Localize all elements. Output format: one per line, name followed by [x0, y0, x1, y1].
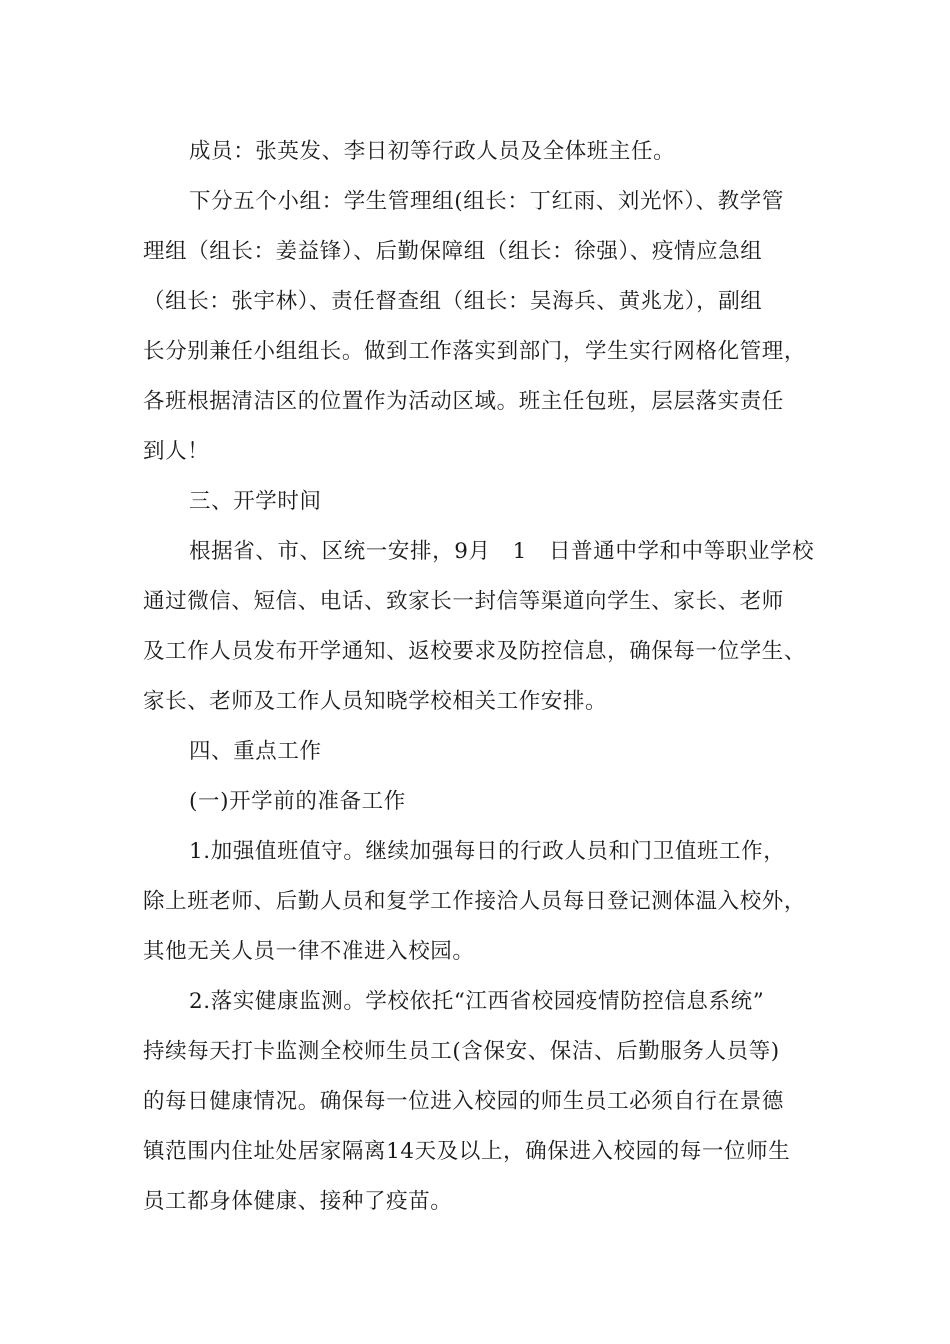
- text-line: 家长、老师及工作人员知晓学校相关工作安排。: [143, 689, 608, 714]
- text-line: 员工都身体健康、接种了疫苗。: [143, 1189, 453, 1214]
- heading-text: 四、重点工作: [189, 739, 322, 764]
- heading-text: (一)开学前的准备工作: [189, 789, 406, 814]
- text-line: （组长：张宇林）、责任督查组（组长：吴海兵、黄兆龙），副组: [143, 289, 763, 314]
- text-line: 各班根据清洁区的位置作为活动区域。班主任包班，层层落实责任: [143, 389, 784, 414]
- text-line: 根据省、市、区统一安排，9月 1 日普通中学和中等职业学校: [189, 539, 815, 564]
- text-line: 到人！: [143, 439, 210, 464]
- text-line: 长分别兼任小组组长。做到工作落实到部门，学生实行网格化管理，: [143, 339, 807, 364]
- section-heading-4: [143, 727, 823, 777]
- paragraph-item-2: [143, 977, 823, 1227]
- text-line: 2.落实健康监测。学校依托“江西省校园疫情防控信息系统”: [189, 989, 765, 1014]
- heading-text: 三、开学时间: [189, 489, 322, 514]
- paragraph-members: [143, 127, 823, 177]
- text-line: 及工作人员发布开学通知、返校要求及防控信息，确保每一位学生、: [143, 639, 807, 664]
- text-line: 通过微信、短信、电话、致家长一封信等渠道向学生、家长、老师: [143, 589, 784, 614]
- text-line: 成员：张英发、李日初等行政人员及全体班主任。: [189, 139, 676, 164]
- text-line: 持续每天打卡监测全校师生员工(含保安、保洁、后勤服务人员等): [143, 1039, 780, 1064]
- text-line: 其他无关人员一律不准进入校园。: [143, 939, 475, 964]
- text-line: 的每日健康情况。确保每一位进入校园的师生员工必须自行在景德: [143, 1089, 784, 1114]
- text-line: 1.加强值班值守。继续加强每日的行政人员和门卫值班工作，: [189, 839, 786, 864]
- text-line: 理组（组长：姜益锋）、后勤保障组（组长：徐强）、疫情应急组: [143, 239, 763, 264]
- paragraph-school-start: [143, 527, 823, 727]
- text-line: 下分五个小组：学生管理组(组长：丁红雨、刘光怀）、教学管: [189, 189, 784, 214]
- paragraph-item-1: [143, 827, 823, 977]
- text-line: 除上班老师、后勤人员和复学工作接洽人员每日登记测体温入校外，: [143, 889, 807, 914]
- section-heading-3: [143, 477, 823, 527]
- text-line: 镇范围内住址处居家隔离14天及以上，确保进入校园的每一位师生: [143, 1139, 791, 1164]
- document-body: [143, 127, 823, 1227]
- paragraph-groups: [143, 177, 823, 477]
- subsection-heading-1: [143, 777, 823, 827]
